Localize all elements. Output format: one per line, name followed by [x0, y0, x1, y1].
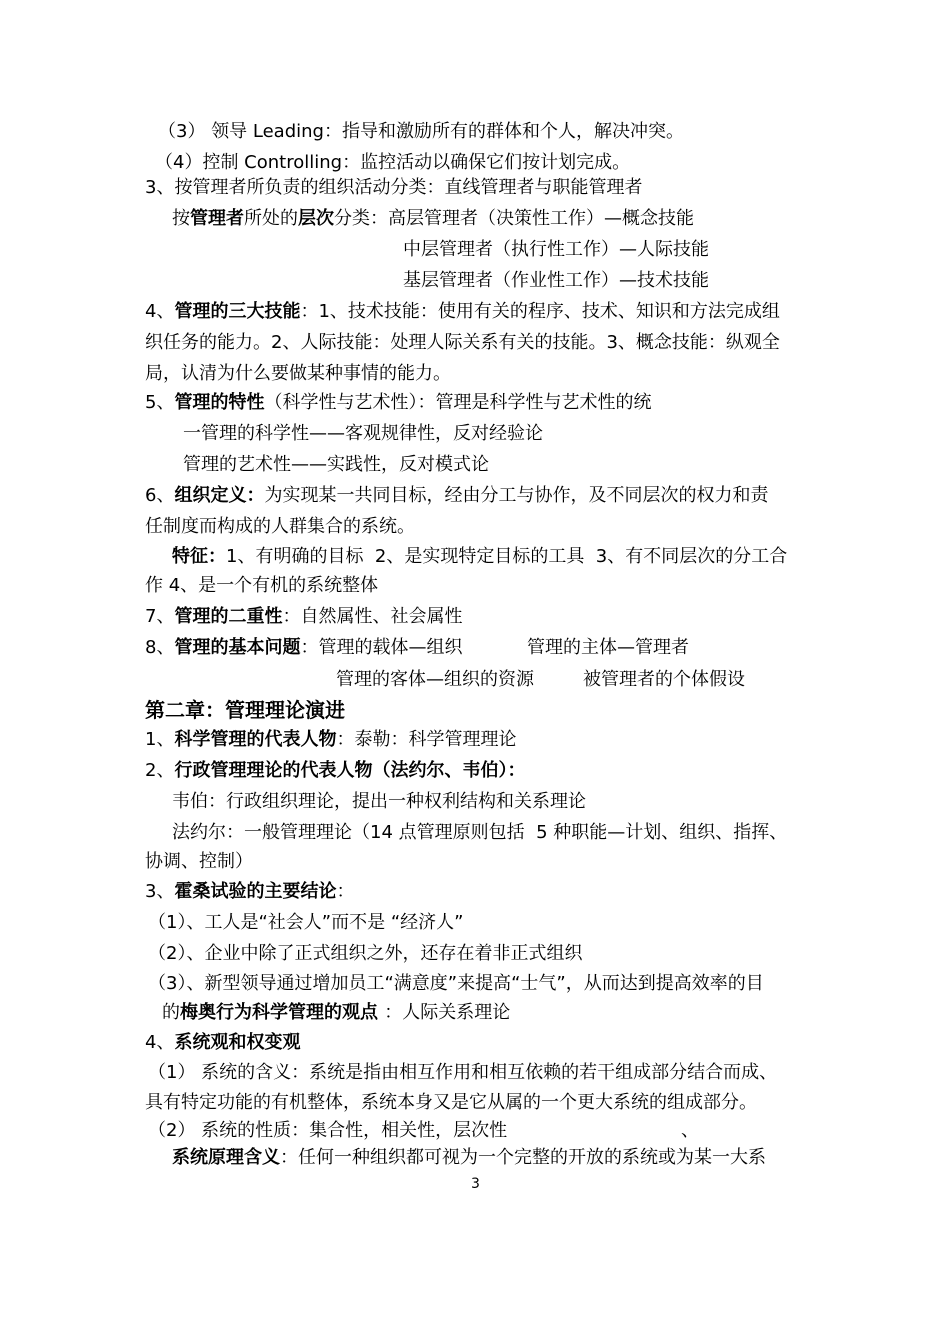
text-line: 韦伯：行政组织理论，提出一种权利结构和关系理论: [172, 791, 586, 812]
text-line: 局，认清为什么要做某种事情的能力。: [145, 363, 451, 384]
bold-text: 管理的二重性: [174, 606, 283, 627]
bold-text: 霍桑试验的主要结论: [174, 881, 337, 902]
bold-text: 管理者: [190, 208, 244, 229]
text-line: [145, 483, 768, 509]
text-line: [172, 544, 787, 570]
text: 1、有明确的目标 2、是实现特定目标的工具 3、有不同层次的分工合: [226, 546, 788, 567]
text-line: 被管理者的个体假设: [583, 669, 745, 690]
text: 分类：高层管理者（决策性工作）—概念技能: [334, 208, 694, 229]
text-line: 、: [681, 1120, 699, 1141]
text-line: 作 4、是一个有机的系统整体: [145, 575, 379, 596]
text-line: （1） 系统的含义：系统是指由相互作用和相互依赖的若干组成部分结合而成、: [148, 1062, 778, 1083]
text: 为实现某一共同目标，经由分工与协作，及不同层次的权力和责: [264, 485, 769, 506]
text-line: [172, 206, 694, 232]
bold-text: 行政管理理论的代表人物（法约尔、韦伯）：: [174, 760, 526, 781]
bold-text: 管理的特性: [174, 392, 265, 413]
chapter-heading: 第二章：管理理论演进: [145, 698, 345, 722]
text-line: [145, 758, 525, 784]
text: ：管理的载体—组织: [300, 637, 463, 658]
text-line: [172, 1145, 766, 1171]
text-line: （3） 领导 Leading：指导和激励所有的群体和个人，解决冲突。: [158, 121, 684, 142]
text-line: （4）控制 Controlling：监控活动以确保它们按计划完成。: [155, 152, 631, 173]
text-line: 3、按管理者所负责的组织活动分类：直线管理者与职能管理者: [145, 177, 643, 198]
text: ：人际关系理论: [384, 1002, 511, 1023]
text: ：自然属性、社会属性: [282, 606, 463, 627]
text-line: （2） 系统的性质：集合性，相关性，层次性: [148, 1120, 508, 1141]
text-line: 法约尔：一般管理理论（14 点管理原则包括 5 种职能—计划、组织、指挥、: [172, 822, 788, 843]
bold-text: 管理的三大技能: [174, 301, 301, 322]
bold-text: 特征：: [172, 546, 226, 567]
text-line: 一管理的科学性——客观规律性，反对经验论: [183, 423, 543, 444]
bold-text: 系统观和权变观: [174, 1032, 301, 1053]
text-line: [145, 1030, 300, 1056]
bold-text: 梅奥行为科学管理的观点: [180, 1002, 385, 1023]
bold-text: 管理的基本问题: [174, 637, 301, 658]
text-line: 具有特定功能的有机整体，系统本身又是它从属的一个更大系统的组成部分。: [145, 1092, 757, 1113]
text: 3、: [145, 881, 175, 902]
text: ：: [336, 881, 355, 902]
text: 所处的: [244, 208, 298, 229]
text: 2、: [145, 760, 175, 781]
bold-text: 层次: [298, 208, 334, 229]
text: 7、: [145, 606, 175, 627]
text-line: 管理的艺术性——实践性，反对模式论: [183, 454, 489, 475]
text: ：泰勒：科学管理理论: [336, 729, 517, 750]
text: 5、: [145, 392, 175, 413]
text-line: [145, 727, 516, 753]
text: 1、: [145, 729, 175, 750]
text-line: 任制度而构成的人群集合的系统。: [145, 516, 415, 537]
text: ：1、技术技能：使用有关的程序、技术、知识和方法完成组: [300, 301, 780, 322]
text: ：任何一种组织都可视为一个完整的开放的系统或为某一大系: [280, 1147, 766, 1168]
text-line: [145, 604, 462, 630]
bold-text: 科学管理的代表人物: [174, 729, 337, 750]
text-line: [145, 390, 651, 416]
text-line: （2）、企业中除了正式组织之外，还存在着非正式组织: [148, 943, 583, 964]
text-line: （1）、工人是“社会人”而不是 “经济人”: [148, 912, 464, 933]
bold-text: 系统原理含义: [172, 1147, 280, 1168]
text-line: （3）、新型领导通过增加员工“满意度”来提高“士气”，从而达到提高效率的目: [148, 973, 764, 994]
text-line: 协调、控制）: [145, 851, 253, 872]
text: 8、: [145, 637, 175, 658]
text: 4、: [145, 301, 175, 322]
text-line: [145, 879, 354, 905]
text-line: 中层管理者（执行性工作）—人际技能: [403, 239, 709, 260]
text: 4、: [145, 1032, 175, 1053]
text: （科学性与艺术性）：管理是科学性与艺术性的统: [264, 392, 652, 413]
text: 6、: [145, 485, 175, 506]
text-line: 管理的主体—管理者: [527, 637, 689, 658]
page-number: 3: [471, 1176, 480, 1192]
text-line: [162, 1000, 510, 1026]
text-line: [145, 299, 780, 325]
text-line: 管理的客体—组织的资源: [336, 669, 534, 690]
text-line: 织任务的能力。2、人际技能：处理人际关系有关的技能。3、概念技能：纵观全: [145, 332, 780, 353]
text-line: 基层管理者（作业性工作）—技术技能: [403, 270, 709, 291]
text-line: [145, 635, 462, 661]
bold-text: 组织定义：: [174, 485, 265, 506]
text: 的: [162, 1002, 180, 1023]
text: 按: [172, 208, 190, 229]
